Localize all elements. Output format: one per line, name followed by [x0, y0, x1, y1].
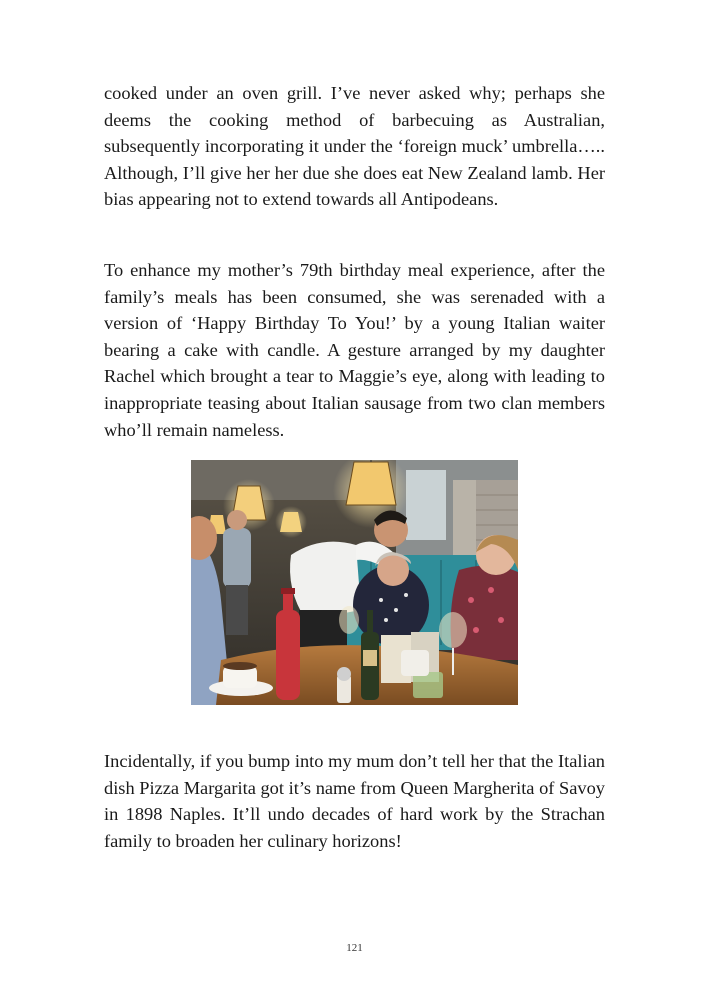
photo-illustration [191, 460, 518, 705]
paragraph-2: To enhance my mother’s 79th birthday meal experience, after the family’s meals has been consumed, she was serenaded with a version of ‘Happy Birthday To You!’ by a young Italian waiter bearing a cake with candle. A gesture arranged by my daughter Rachel which brought a tear to Maggie’s eye, along with leading to inappropriate teasing about Italian sausage from two clan members who’ll remain nameless. [104, 260, 605, 440]
paragraph-1: cooked under an oven grill. I’ve never asked why; perhaps she deems the cooking method of barbecuing as Australian, subsequently incorporating it under the ‘foreign muck’ umbrella….. Although, I’ll give her her due she does eat New Zealand lamb. Her bias appearing not to extend towards all Antipodeans. [104, 83, 605, 210]
restaurant-birthday-photo [191, 460, 518, 705]
paragraph-3: Incidentally, if you bump into my mum don’t tell her that the Italian dish Pizza Margarita got it’s name from Queen Margherita of Savoy in 1898 Naples. It’ll undo decades of hard work by the Strachan family to broaden her culinary horizons! [104, 751, 605, 851]
page-number: 121 [346, 942, 363, 954]
